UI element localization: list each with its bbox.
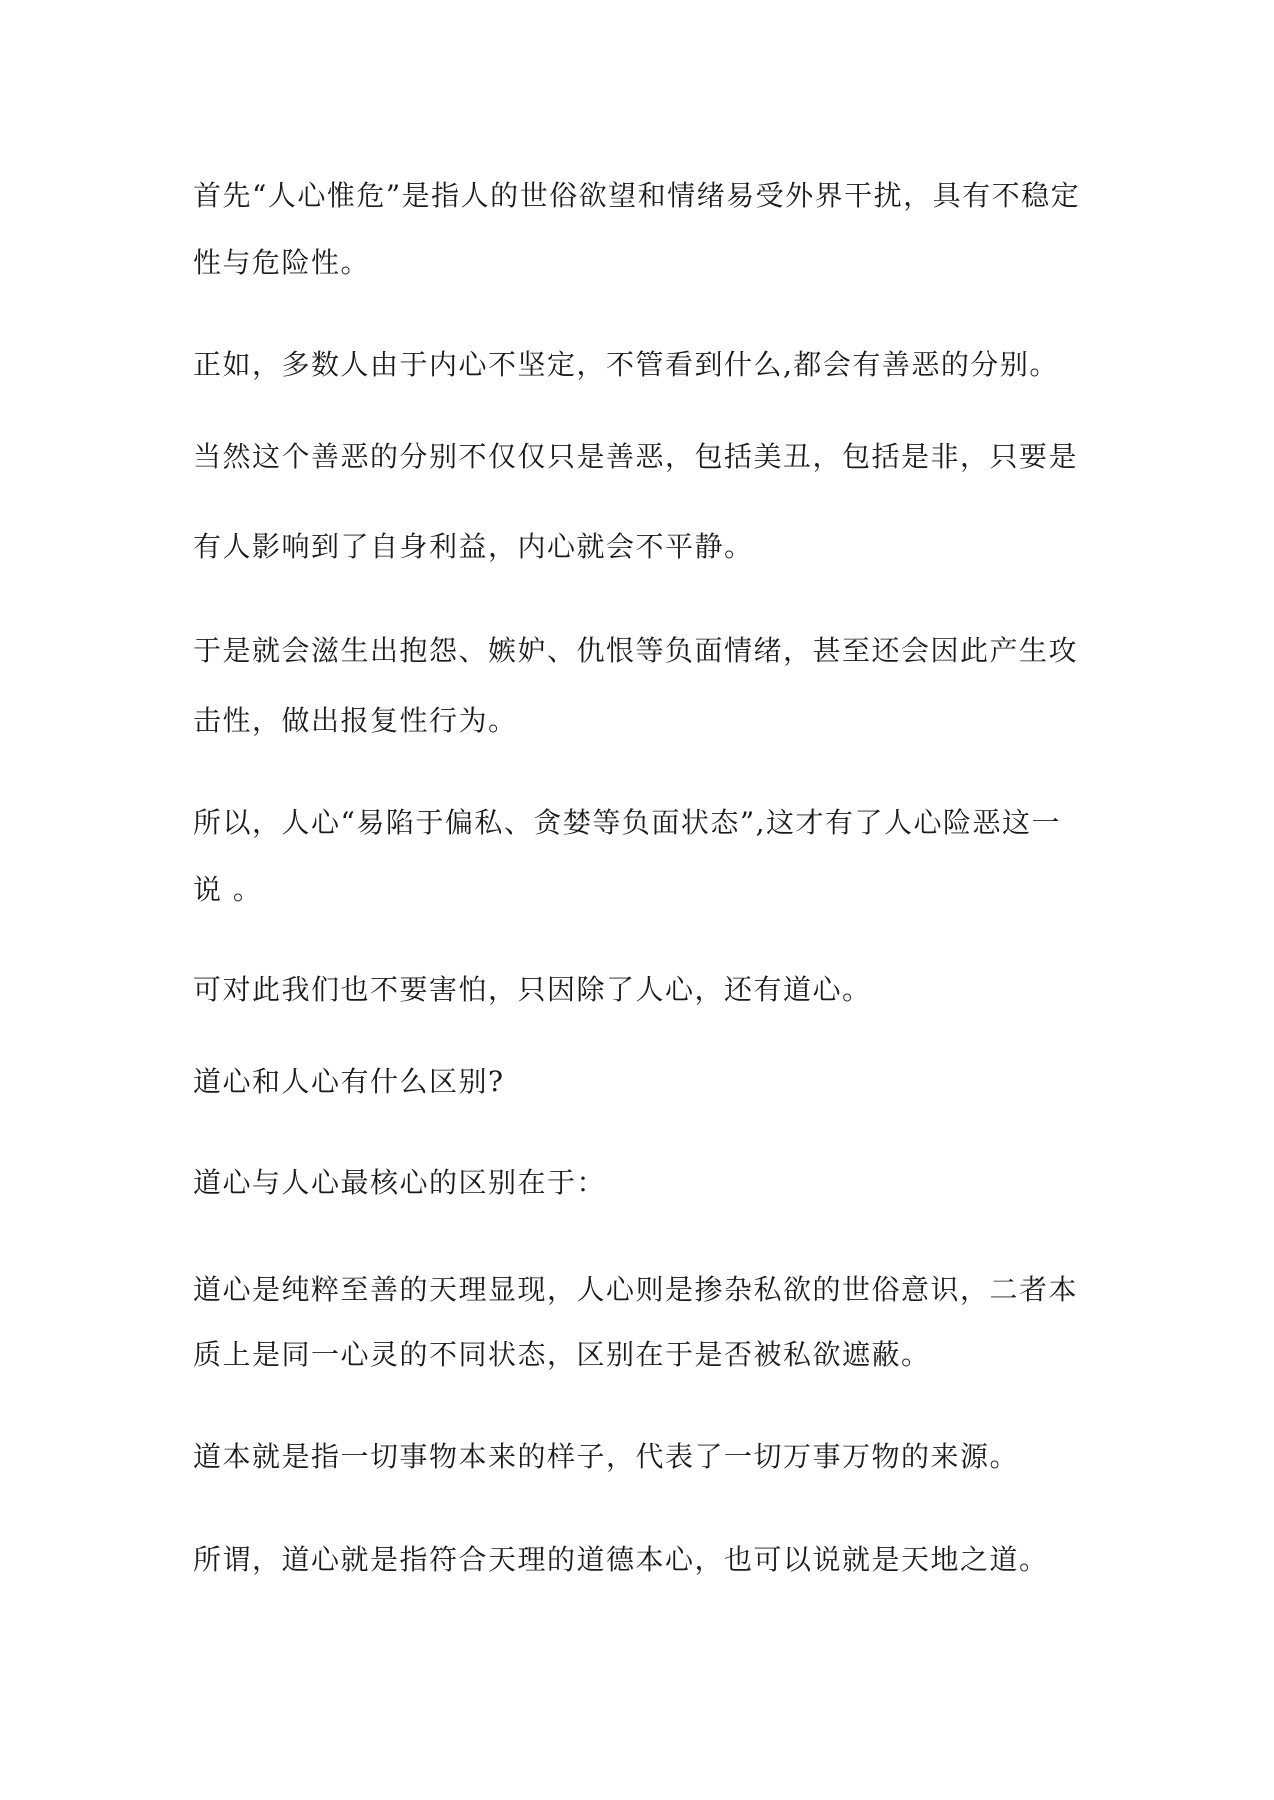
text-line: 性与危险性。 xyxy=(193,246,371,279)
text-line: 首先“人心惟危”是指人的世俗欲望和情绪易受外界干扰，具有不稳定 xyxy=(193,179,1081,212)
text-line: 正如，多数人由于内心不坚定，不管看到什么,都会有善恶的分别。 xyxy=(193,348,1059,381)
text-line: 所以，人心“易陷于偏私、贪婪等负面状态”,这才有了人心险恶这一 xyxy=(193,806,1062,839)
text-line: 道本就是指一切事物本来的样子，代表了一切万事万物的来源。 xyxy=(193,1440,1020,1473)
text-line: 道心是纯粹至善的天理显现，人心则是掺杂私欲的世俗意识，二者本 xyxy=(193,1273,1079,1306)
text-line: 道心与人心最核心的区别在于： xyxy=(193,1166,607,1199)
text-line: 所谓，道心就是指符合天理的道德本心，也可以说就是天地之道。 xyxy=(193,1543,1049,1576)
text-line: 说 。 xyxy=(193,873,263,906)
text-line: 击性，做出报复性行为。 xyxy=(193,704,518,737)
text-line: 有人影响到了自身利益，内心就会不平静。 xyxy=(193,530,754,563)
text-line: 可对此我们也不要害怕，只因除了人心，还有道心。 xyxy=(193,973,872,1006)
text-line: 质上是同一心灵的不同状态，区别在于是否被私欲遮蔽。 xyxy=(193,1338,931,1371)
text-line: 当然这个善恶的分别不仅仅只是善恶，包括美丑，包括是非，只要是 xyxy=(193,440,1079,473)
text-line: 于是就会滋生出抱怨、嫉妒、仇恨等负面情绪，甚至还会因此产生攻 xyxy=(193,634,1079,667)
text-line: 道心和人心有什么区别? xyxy=(193,1065,505,1098)
